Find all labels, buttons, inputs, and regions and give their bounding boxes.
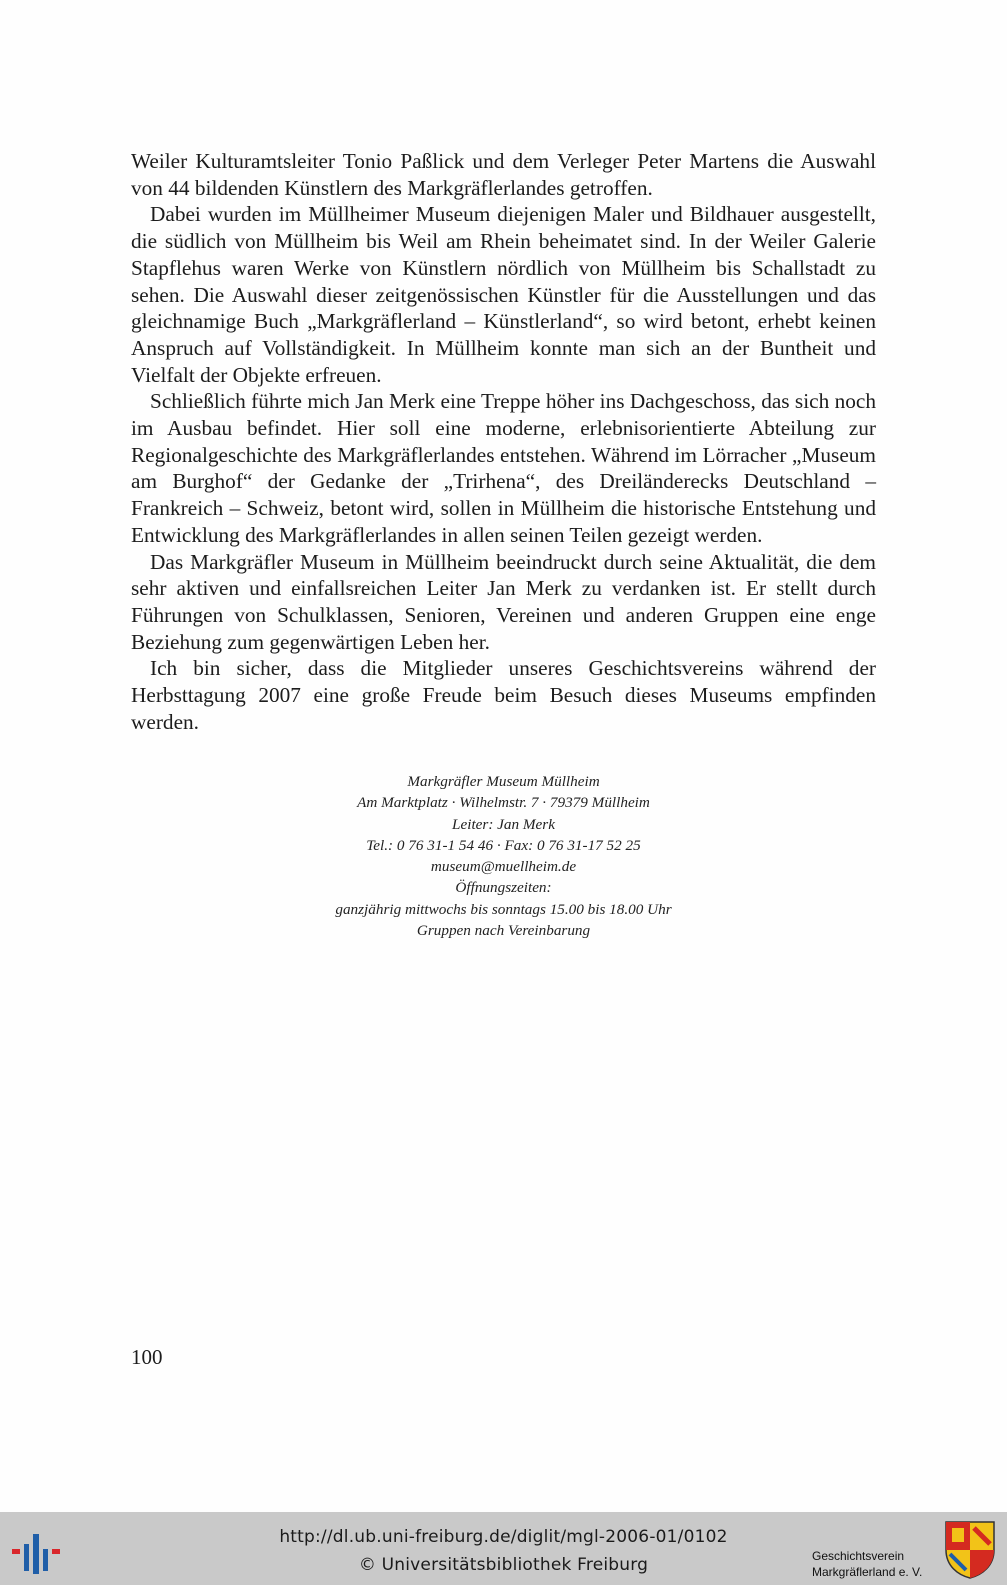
paragraph-5: Ich bin sicher, dass die Mitglieder unseres Geschichtsvereins während der Herbsttagung 2007 eine große Freude beim Besuch dieses Museums empfinden werden.	[131, 656, 876, 734]
museum-email: museum@muellheim.de	[430, 858, 577, 876]
opening-hours-heading: Öffnungszeiten:	[455, 879, 552, 897]
museum-name: Markgräfler Museum Müllheim	[407, 773, 600, 790]
body-text	[131, 148, 876, 735]
page-number: 100	[131, 1345, 163, 1369]
paragraph-3: Schließlich führte mich Jan Merk eine Treppe höher ins Dachgeschoss, das sich noch im Ausbau befindet. Hier soll eine moderne, erlebnisorientierte Abteilung zur Regionalgeschichte des Markgräflerlandes entstehen. Während im Lörracher „Museum am Burghof“ der Gedanke der „Trirhena“, des Dreiländerecks Deutschland – Frankreich – Schweiz, betont wird, sollen in Müllheim die historische Entstehung und Entwicklung des Markgräflerlandes in allen seinen Teilen gezeigt werden.	[131, 389, 876, 547]
footer-bar	[0, 1512, 1007, 1585]
society-name-line2: Markgräflerland e. V.	[812, 1565, 923, 1579]
museum-info-block	[200, 771, 807, 941]
footer-copyright: © Universitätsbibliothek Freiburg	[358, 1555, 649, 1575]
opening-hours: ganzjährig mittwochs bis sonntags 15.00 bis 18.00 Uhr	[335, 900, 672, 918]
paragraph-1: Weiler Kulturamtsleiter Tonio Paßlick und dem Verleger Peter Martens die Auswahl von 44 bildenden Künstlern des Markgräflerlandes getroffen.	[131, 149, 876, 200]
group-visits: Gruppen nach Vereinbarung	[416, 922, 591, 940]
paragraph-2: Dabei wurden im Müllheimer Museum diejenigen Maler und Bildhauer ausgestellt, die südlich von Müllheim bis Weil am Rhein beheimatet sind. In der Weiler Galerie Stapflehus waren Werke von Künstlern nördlich von Müllheim bis Schallstadt zu sehen. Die Auswahl dieser zeitgenössischen Künstler für die Ausstellungen und das gleichnamige Buch „Markgräflerland – Künstlerland“, so wird betont, erhebt keinen Anspruch auf Vollständigkeit. In Müllheim konnte man sich an der Buntheit und Vielfalt der Objekte erfreuen.	[131, 202, 876, 387]
coat-of-arms-icon[interactable]	[944, 1520, 996, 1580]
paragraph-4: Das Markgräfler Museum in Müllheim beeindruckt durch seine Aktualität, die dem sehr aktiven und einfallsreichen Leiter Jan Merk zu verdanken ist. Er stellt durch Führungen von Schulklassen, Senioren, Vereinen und anderen Gruppen eine enge Beziehung zum gegenwärtigen Leben her.	[131, 549, 876, 654]
museum-phone-fax: Tel.: 0 76 31-1 54 46 · Fax: 0 76 31-17 52 25	[366, 836, 641, 854]
museum-director: Leiter: Jan Merk	[452, 815, 555, 833]
footer-url-link[interactable]: http://dl.ub.uni-freiburg.de/diglit/mgl-2006-01/0102	[279, 1527, 728, 1547]
ub-freiburg-logo-icon[interactable]	[12, 1532, 66, 1576]
museum-address: Am Marktplatz · Wilhelmstr. 7 · 79379 Müllheim	[357, 794, 650, 812]
society-name-line1: Geschichtsverein	[812, 1549, 905, 1563]
society-name	[812, 1548, 932, 1580]
